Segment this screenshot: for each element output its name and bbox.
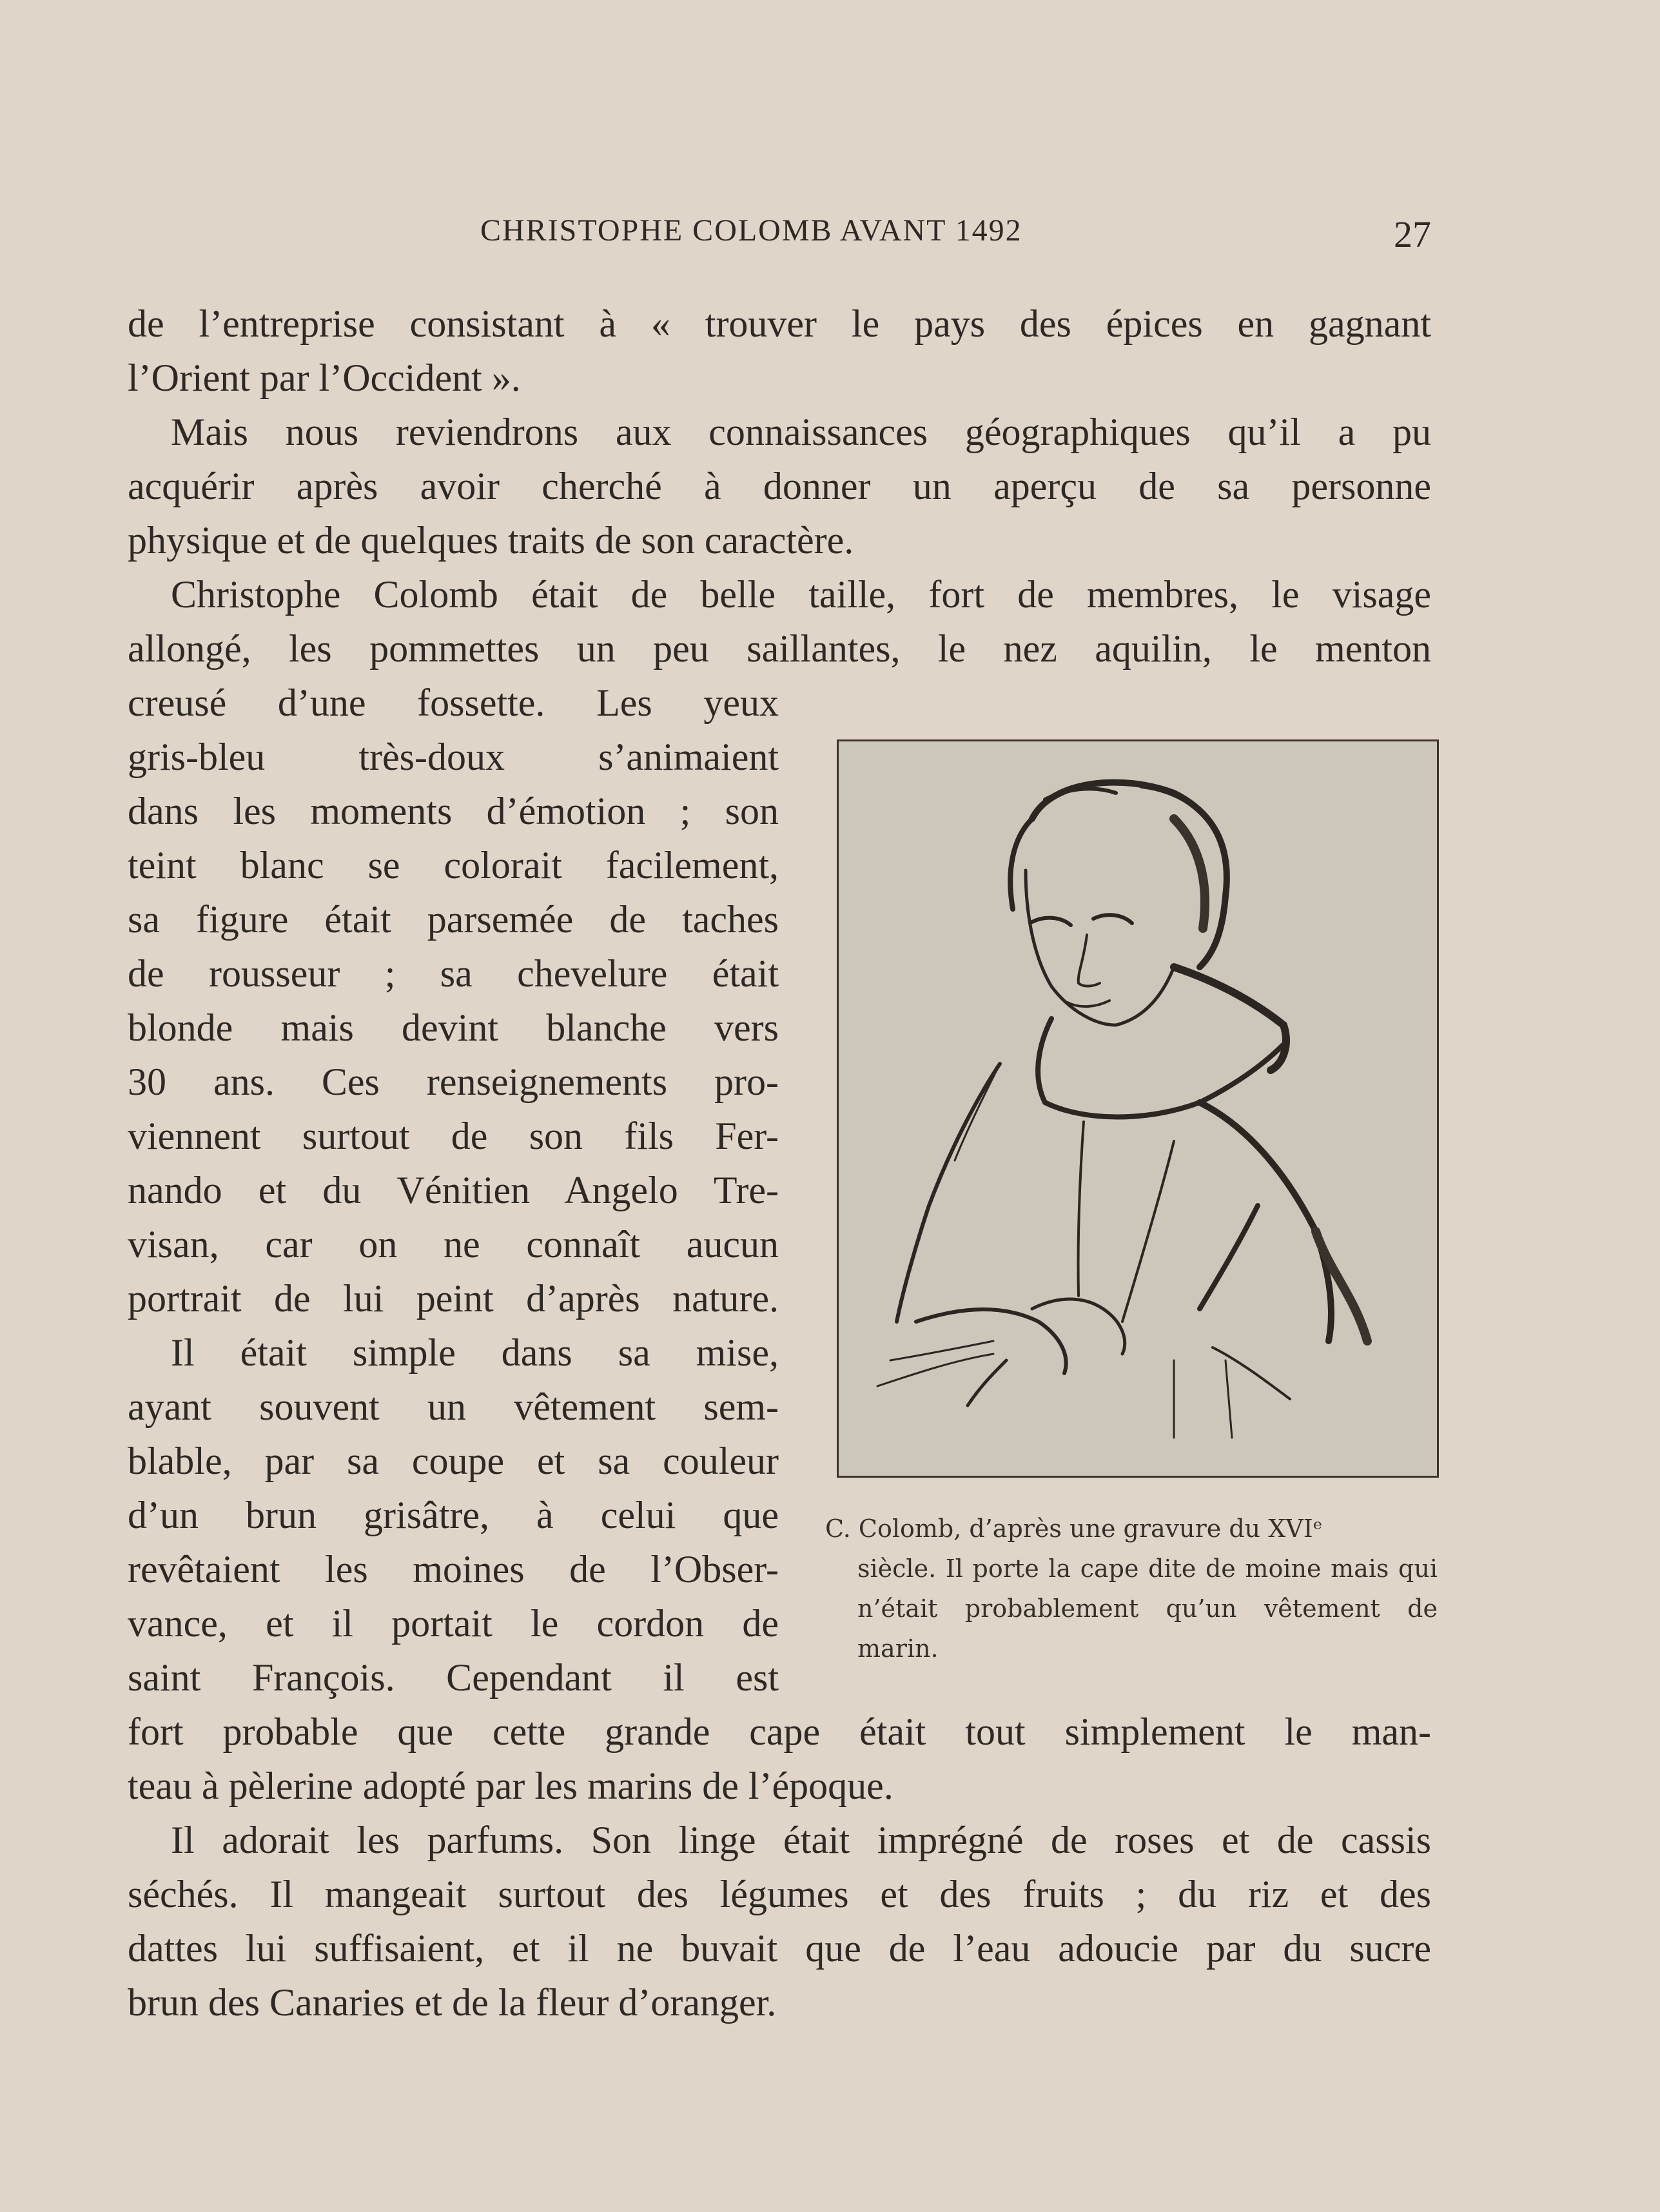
figure-caption: [825, 1509, 1438, 1669]
body-line: brun des Canaries et de la fleur d’oranger.: [128, 1981, 777, 2024]
body-line: Mais nous reviendrons aux connaissances géographiques qu’il a pu: [171, 411, 1431, 453]
body-line: physique et de quelques traits de son caractère.: [128, 519, 854, 562]
body-line: teau à pèlerine adopté par les marins de l’époque.: [128, 1765, 893, 1807]
body-line: blable, par sa coupe et sa couleur: [128, 1440, 779, 1482]
body-line: fort probable que cette grande cape était tout simplement le man-: [128, 1710, 1431, 1753]
body-line: acquérir après avoir cherché à donner un aperçu de sa personne: [128, 465, 1431, 507]
body-line: visan, car on ne connaît aucun: [128, 1223, 779, 1266]
portrait-illustration: [839, 741, 1437, 1476]
body-line: revêtaient les moines de l’Obser-: [128, 1548, 779, 1590]
body-line: teint blanc se colorait facilement,: [128, 844, 779, 886]
body-line: séchés. Il mangeait surtout des légumes et des fruits ; du riz et des: [128, 1873, 1431, 1915]
caption-first-line: C. Colomb, d’après une gravure du XVIᵉ: [825, 1514, 1323, 1543]
portrait-engraving: [837, 739, 1439, 1478]
body-line: gris-bleu très-doux s’animaient: [128, 736, 779, 778]
body-line: d’un brun grisâtre, à celui que: [128, 1494, 779, 1536]
body-line: viennent surtout de son fils Fer-: [128, 1115, 779, 1157]
body-line: ayant souvent un vêtement sem-: [128, 1385, 779, 1428]
page-number: 27: [1394, 213, 1431, 255]
body-line: blonde mais devint blanche vers: [128, 1006, 779, 1049]
body-line: de l’entreprise consistant à « trouver le pays des épices en gagnant: [128, 302, 1431, 345]
body-line: allongé, les pommettes un peu saillantes, le nez aquilin, le menton: [128, 627, 1431, 670]
body-line: Christophe Colomb était de belle taille, fort de membres, le visage: [171, 573, 1431, 616]
body-line: de rousseur ; sa chevelure était: [128, 952, 779, 995]
body-line: sa figure était parsemée de taches: [128, 898, 779, 941]
body-line: dans les moments d’émotion ; son: [128, 790, 779, 832]
body-line: Il était simple dans sa mise,: [171, 1331, 779, 1374]
body-line: 30 ans. Ces renseignements pro-: [128, 1061, 779, 1103]
body-line: l’Orient par l’Occident ».: [128, 357, 521, 399]
body-line: portrait de lui peint d’après nature.: [128, 1277, 779, 1320]
body-line: nando et du Vénitien Angelo Tre-: [128, 1169, 779, 1211]
caption-rest: siècle. Il porte la cape dite de moine mais qui n’était probablement qu’un vêtement de marin.: [857, 1554, 1438, 1663]
running-title: CHRISTOPHE COLOMB AVANT 1492: [480, 213, 1022, 248]
body-line: Il adorait les parfums. Son linge était imprégné de roses et de cassis: [171, 1819, 1431, 1861]
body-line: vance, et il portait le cordon de: [128, 1602, 779, 1645]
body-line: dattes lui suffisaient, et il ne buvait que de l’eau adoucie par du sucre: [128, 1927, 1431, 1970]
body-line: creusé d’une fossette. Les yeux: [128, 681, 779, 724]
body-line: saint François. Cependant il est: [128, 1656, 779, 1699]
page-header: [129, 213, 1431, 264]
